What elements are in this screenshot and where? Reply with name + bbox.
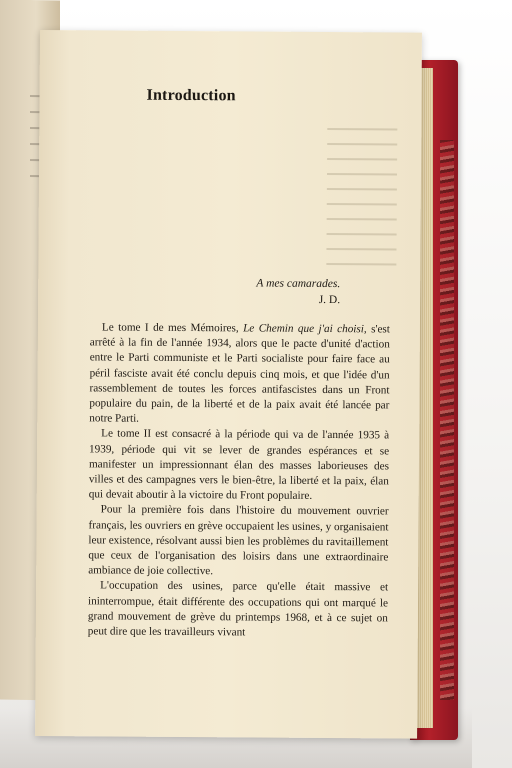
paragraph-4 (88, 579, 388, 642)
book-page (35, 30, 422, 739)
book-title-italic: Le Chemin que j'ai choisi (243, 322, 364, 336)
paragraph-1 (89, 320, 390, 429)
paragraph-4-text: L'occupation des usines, parce qu'elle était massive et ininterrompue, était différente des occupations qui ont marqué le grand mouvement de grève du printemps 1968, et à ce sujet on peut dire que les travailleurs vivant (87, 579, 389, 639)
show-through-text (326, 128, 397, 278)
dedication (256, 276, 340, 309)
dedication-line: A mes camarades. (256, 277, 341, 291)
paragraph-2-text: Le tome II est consacré à la période qui va de l'année 1935 à 1939, période qui vit se lever de grandes espérances et se manifester un impressionnant élan des masses laborieuses des villes et des campagnes vers le bien-être, la liberté et la paix, élan qui devait aboutir à la victoire du Front populaire. (88, 427, 390, 503)
paragraph-3 (88, 503, 389, 581)
marbled-edge (440, 140, 454, 700)
paragraph-1-text-cont: , s'est arrêté à la fin de l'année 1934, alors que le pacte d'unité d'action entre le Parti communiste et le Parti socialiste pour faire face au péril fasciste avait été conclu depuis cinq mois, et que l'idée d'un rassemblement de toutes les forces antifascistes dans un Front populaire du pain, de la liberté et de la paix avait été lancée par notre Parti. (89, 323, 390, 425)
paragraph-1-text: Le tome I de mes Mémoires, (101, 321, 244, 335)
dedication-initials: J. D. (318, 293, 341, 307)
paragraph-3-text: Pour la première fois dans l'histoire du mouvement ouvrier français, les ouvriers en grève occupaient les usines, y organisaient leur existence, résolvant aussi bien les problèmes du ravitaillement que ceux de l'organisation des loisirs dans une extraordinaire ambiance de joie collective. (88, 503, 389, 578)
paragraph-2 (89, 427, 390, 505)
chapter-title: Introduction (146, 86, 236, 105)
body-text (88, 320, 390, 641)
